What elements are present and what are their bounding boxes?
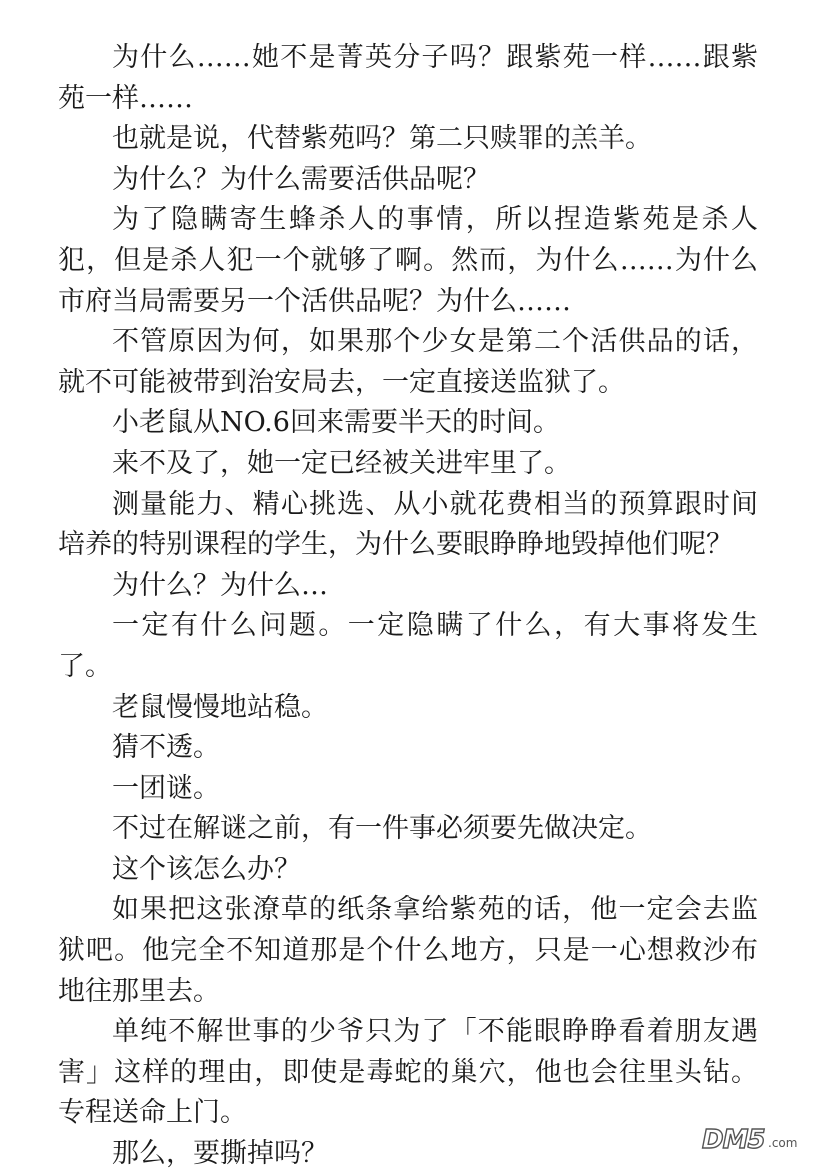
paragraph-11: 老鼠慢慢地站稳。 — [112, 691, 328, 723]
paragraph-6: 小老鼠从NO.6回来需要半天的时间。 — [112, 407, 560, 439]
paragraph-18: 那么，要撕掉吗？ — [112, 1138, 328, 1170]
paragraph-9: 为什么？为什么… — [112, 569, 328, 601]
text-body — [58, 38, 758, 1175]
paragraph-15: 这个该怎么办？ — [112, 853, 301, 885]
paragraph-17: 单纯不解世事的少爷只为了「不能眼睁睁看着朋友遇害」这样的理由，即使是毒蛇的巢穴，他也会往里头钻。专程送命上门。 — [58, 1016, 758, 1129]
paragraph-12: 猜不透。 — [112, 732, 220, 764]
paragraph-4: 为了隐瞒寄生蜂杀人的事情，所以捏造紫苑是杀人犯，但是杀人犯一个就够了啊。然而，为什么……为什么市府当局需要另一个活供品呢？为什么…… — [58, 204, 758, 317]
paragraph-10: 一定有什么问题。一定隐瞒了什么，有大事将发生了。 — [58, 610, 758, 682]
paragraph-2: 也就是说，代替紫苑吗？第二只赎罪的羔羊。 — [112, 123, 652, 155]
paragraph-16: 如果把这张潦草的纸条拿给紫苑的话，他一定会去监狱吧。他完全不知道那是个什么地方，只是一心想救沙布地往那里去。 — [58, 894, 758, 1007]
paragraph-1: 为什么……她不是菁英分子吗？跟紫苑一样……跟紫苑一样…… — [58, 42, 758, 114]
paragraph-3: 为什么？为什么需要活供品呢？ — [112, 163, 490, 195]
paragraph-7: 来不及了，她一定已经被关进牢里了。 — [112, 447, 571, 479]
paragraph-13: 一团谜。 — [112, 772, 220, 804]
paragraph-5: 不管原因为何，如果那个少女是第二个活供品的话，就不可能被带到治安局去，一定直接送监狱了。 — [58, 326, 758, 398]
watermark-suffix: .com — [768, 1136, 798, 1150]
dm5-watermark-logo — [702, 1125, 812, 1159]
paragraph-8: 测量能力、精心挑选、从小就花费相当的预算跟时间培养的特别课程的学生，为什么要眼睁睁地毁掉他们呢？ — [58, 488, 758, 561]
watermark-brand: DM5 — [702, 1125, 765, 1155]
paragraph-14: 不过在解谜之前，有一件事必须要先做决定。 — [112, 813, 652, 845]
